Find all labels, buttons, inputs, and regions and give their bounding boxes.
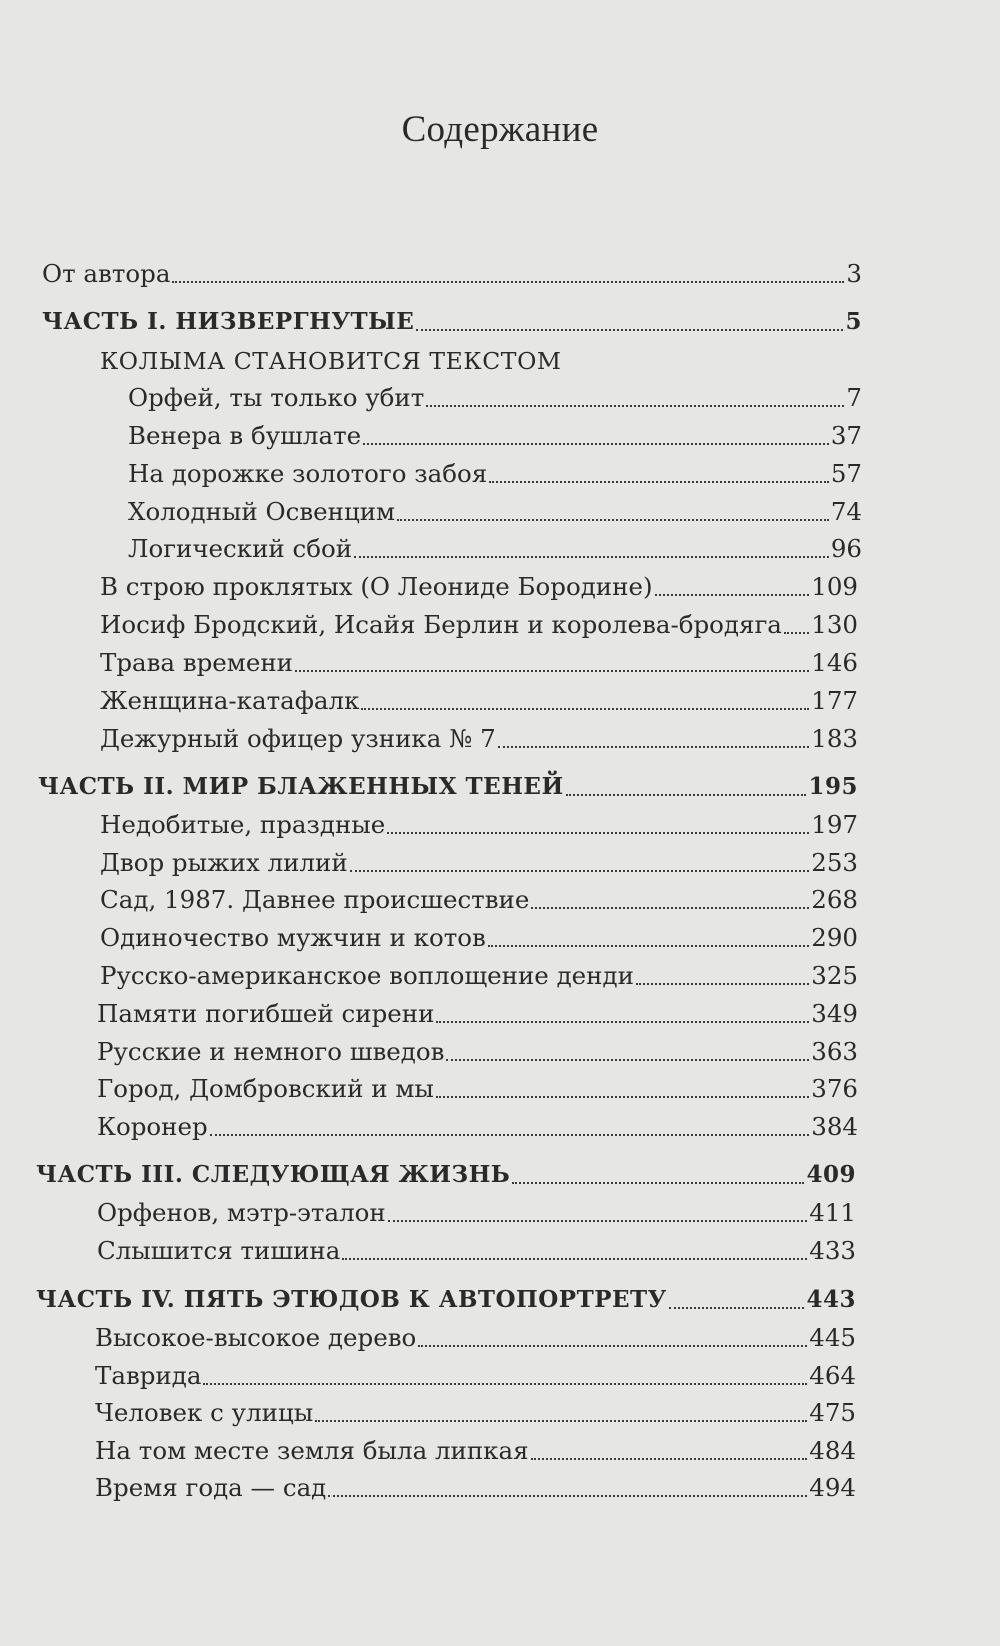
- toc-entry: [95, 1395, 856, 1431]
- toc-entry: [100, 882, 858, 918]
- toc-page-number: 363: [811, 1037, 858, 1066]
- dot-leader: [498, 746, 810, 748]
- toc-entry: [128, 418, 862, 454]
- dot-leader: [566, 794, 807, 796]
- toc-entry-title: Высокое-высокое дерево: [95, 1323, 417, 1352]
- toc-entry: [97, 1034, 858, 1070]
- dot-leader: [436, 1096, 809, 1098]
- toc-entry-title: От автора: [42, 259, 171, 288]
- dot-leader: [418, 1345, 807, 1347]
- toc-entry: [100, 683, 858, 719]
- dot-leader: [426, 405, 844, 407]
- toc-page-number: 464: [809, 1361, 856, 1390]
- dot-leader: [784, 632, 809, 634]
- toc-page-number: 7: [846, 383, 862, 412]
- dot-leader: [210, 1134, 810, 1136]
- toc-entry-title: ЧАСТЬ III. СЛЕДУЮЩАЯ ЖИЗНЬ: [36, 1161, 511, 1188]
- toc-entry: [128, 531, 862, 567]
- dot-leader: [436, 1021, 809, 1023]
- toc-entry-title: Трава времени: [100, 648, 294, 677]
- toc-entry-title: Город, Домбровский и мы: [97, 1074, 434, 1103]
- toc-entry-title: Венера в бушлате: [128, 421, 362, 450]
- dot-leader: [350, 870, 810, 872]
- toc-page-number: 3: [846, 259, 862, 288]
- toc-entry-title: Дежурный офицер узника № 7: [100, 724, 496, 753]
- toc-page-number: 475: [809, 1398, 856, 1427]
- toc-entry-title: Русско-американское воплощение денди: [100, 961, 634, 990]
- toc-entry-title: ЧАСТЬ I. НИЗВЕРГНУТЫЕ: [42, 308, 415, 335]
- toc-entry-title: Человек с улицы: [95, 1398, 314, 1427]
- toc-page-number: 376: [811, 1074, 858, 1103]
- toc-entry-title: Памяти погибшей сирени: [97, 999, 435, 1028]
- toc-entry-title: Коронер: [97, 1112, 208, 1141]
- toc-part-entry: [36, 1282, 856, 1318]
- toc-page-number: 253: [811, 848, 858, 877]
- toc-entry: [100, 721, 858, 757]
- toc-page-number: 197: [811, 810, 858, 839]
- toc-entry-title: ЧАСТЬ II. МИР БЛАЖЕННЫХ ТЕНЕЙ: [38, 773, 564, 800]
- dot-leader: [387, 832, 809, 834]
- dot-leader: [531, 1458, 808, 1460]
- toc-page-number: 325: [811, 961, 858, 990]
- dot-leader: [416, 329, 843, 331]
- toc-page-number: 384: [811, 1112, 858, 1141]
- toc-entry-title: На дорожке золотого забоя: [128, 459, 488, 488]
- dot-leader: [446, 1059, 809, 1061]
- toc-entry: [42, 256, 862, 292]
- toc-page-number: 74: [830, 497, 862, 526]
- toc-entry-title: Холодный Освенцим: [128, 497, 396, 526]
- toc-page-number: 290: [811, 923, 858, 952]
- toc-part-entry: [42, 304, 862, 340]
- toc-entry-title: КОЛЫМА СТАНОВИТСЯ ТЕКСТОМ: [100, 347, 562, 375]
- toc-entry: [95, 1470, 856, 1506]
- dot-leader: [354, 556, 829, 558]
- toc-section-heading: [100, 343, 862, 379]
- toc-page-number: 494: [809, 1473, 856, 1502]
- toc-entry-title: Недобитые, праздные: [100, 810, 386, 839]
- dot-leader: [203, 1383, 807, 1385]
- toc-entry-title: Иосиф Бродский, Исайя Берлин и королева-бродяга: [100, 610, 782, 639]
- toc-page-number: 37: [830, 421, 862, 450]
- toc-entry: [100, 958, 858, 994]
- dot-leader: [669, 1307, 805, 1309]
- dot-leader: [315, 1420, 807, 1422]
- toc-page-number: 433: [809, 1236, 856, 1265]
- toc-page-number: 445: [809, 1323, 856, 1352]
- page-title: Содержание: [401, 109, 599, 150]
- toc-entry-title: Орфенов, мэтр-эталон: [97, 1198, 386, 1227]
- toc-entry: [97, 1195, 856, 1231]
- toc-page-number: 5: [845, 308, 862, 335]
- toc-page-number: 96: [830, 534, 862, 563]
- dot-leader: [489, 481, 829, 483]
- toc-entry: [100, 569, 858, 605]
- toc-page-number: 183: [811, 724, 858, 753]
- toc-entry: [100, 807, 858, 843]
- dot-leader: [328, 1495, 807, 1497]
- toc-entry-title: Логический сбой: [128, 534, 353, 563]
- toc-entry: [100, 645, 858, 681]
- toc-page-number: 409: [806, 1161, 856, 1188]
- toc-entry-title: Таврида: [95, 1361, 202, 1390]
- toc-entry-title: На том месте земля была липкая: [95, 1436, 529, 1465]
- toc-entry: [97, 996, 858, 1032]
- toc-entry-title: Орфей, ты только убит: [128, 383, 425, 412]
- dot-leader: [363, 443, 829, 445]
- toc-page-number: 484: [809, 1436, 856, 1465]
- toc-entry: [128, 494, 862, 530]
- toc-entry: [100, 920, 858, 956]
- toc-entry-title: В строю проклятых (О Леониде Бородине): [100, 572, 653, 601]
- toc-entry: [95, 1358, 856, 1394]
- dot-leader: [512, 1182, 804, 1184]
- toc-entry-title: Двор рыжих лилий: [100, 848, 348, 877]
- toc-entry-title: Сад, 1987. Давнее происшествие: [100, 885, 530, 914]
- toc-entry: [128, 380, 862, 416]
- dot-leader: [636, 983, 809, 985]
- toc-entry: [95, 1433, 856, 1469]
- toc-page-number: 146: [811, 648, 858, 677]
- toc-entry-title: Время года — сад: [95, 1473, 327, 1502]
- dot-leader: [488, 945, 809, 947]
- toc-entry-title: Слышится тишина: [97, 1236, 341, 1265]
- toc-page-number: 57: [830, 459, 862, 488]
- toc-page-number: 443: [806, 1286, 856, 1313]
- dot-leader: [361, 708, 809, 710]
- dot-leader: [531, 907, 809, 909]
- toc-page-number: 268: [811, 885, 858, 914]
- dot-leader: [388, 1220, 808, 1222]
- dot-leader: [295, 670, 809, 672]
- toc-entry: [97, 1071, 858, 1107]
- toc-entry-title: Русские и немного шведов: [97, 1037, 445, 1066]
- dot-leader: [655, 594, 810, 596]
- dot-leader: [342, 1258, 807, 1260]
- toc-page-number: 109: [811, 572, 858, 601]
- toc-page-number: 349: [811, 999, 858, 1028]
- toc-page-number: 130: [811, 610, 858, 639]
- toc-entry-title: Женщина-катафалк: [100, 686, 360, 715]
- toc-entry-title: Одиночество мужчин и котов: [100, 923, 486, 952]
- toc-entry: [128, 456, 862, 492]
- dot-leader: [397, 519, 829, 521]
- toc-entry: [97, 1109, 858, 1145]
- toc-entry: [95, 1320, 856, 1356]
- toc-entry: [97, 1233, 856, 1269]
- toc-entry: [100, 607, 858, 643]
- toc-part-entry: [36, 1157, 856, 1193]
- toc-page-number: 411: [809, 1198, 856, 1227]
- toc-entry-title: ЧАСТЬ IV. ПЯТЬ ЭТЮДОВ К АВТОПОРТРЕТУ: [36, 1286, 667, 1313]
- toc-entry: [100, 845, 858, 881]
- toc-part-entry: [38, 769, 858, 805]
- toc-page-number: 177: [811, 686, 858, 715]
- dot-leader: [172, 281, 844, 283]
- toc-page-number: 195: [808, 773, 858, 800]
